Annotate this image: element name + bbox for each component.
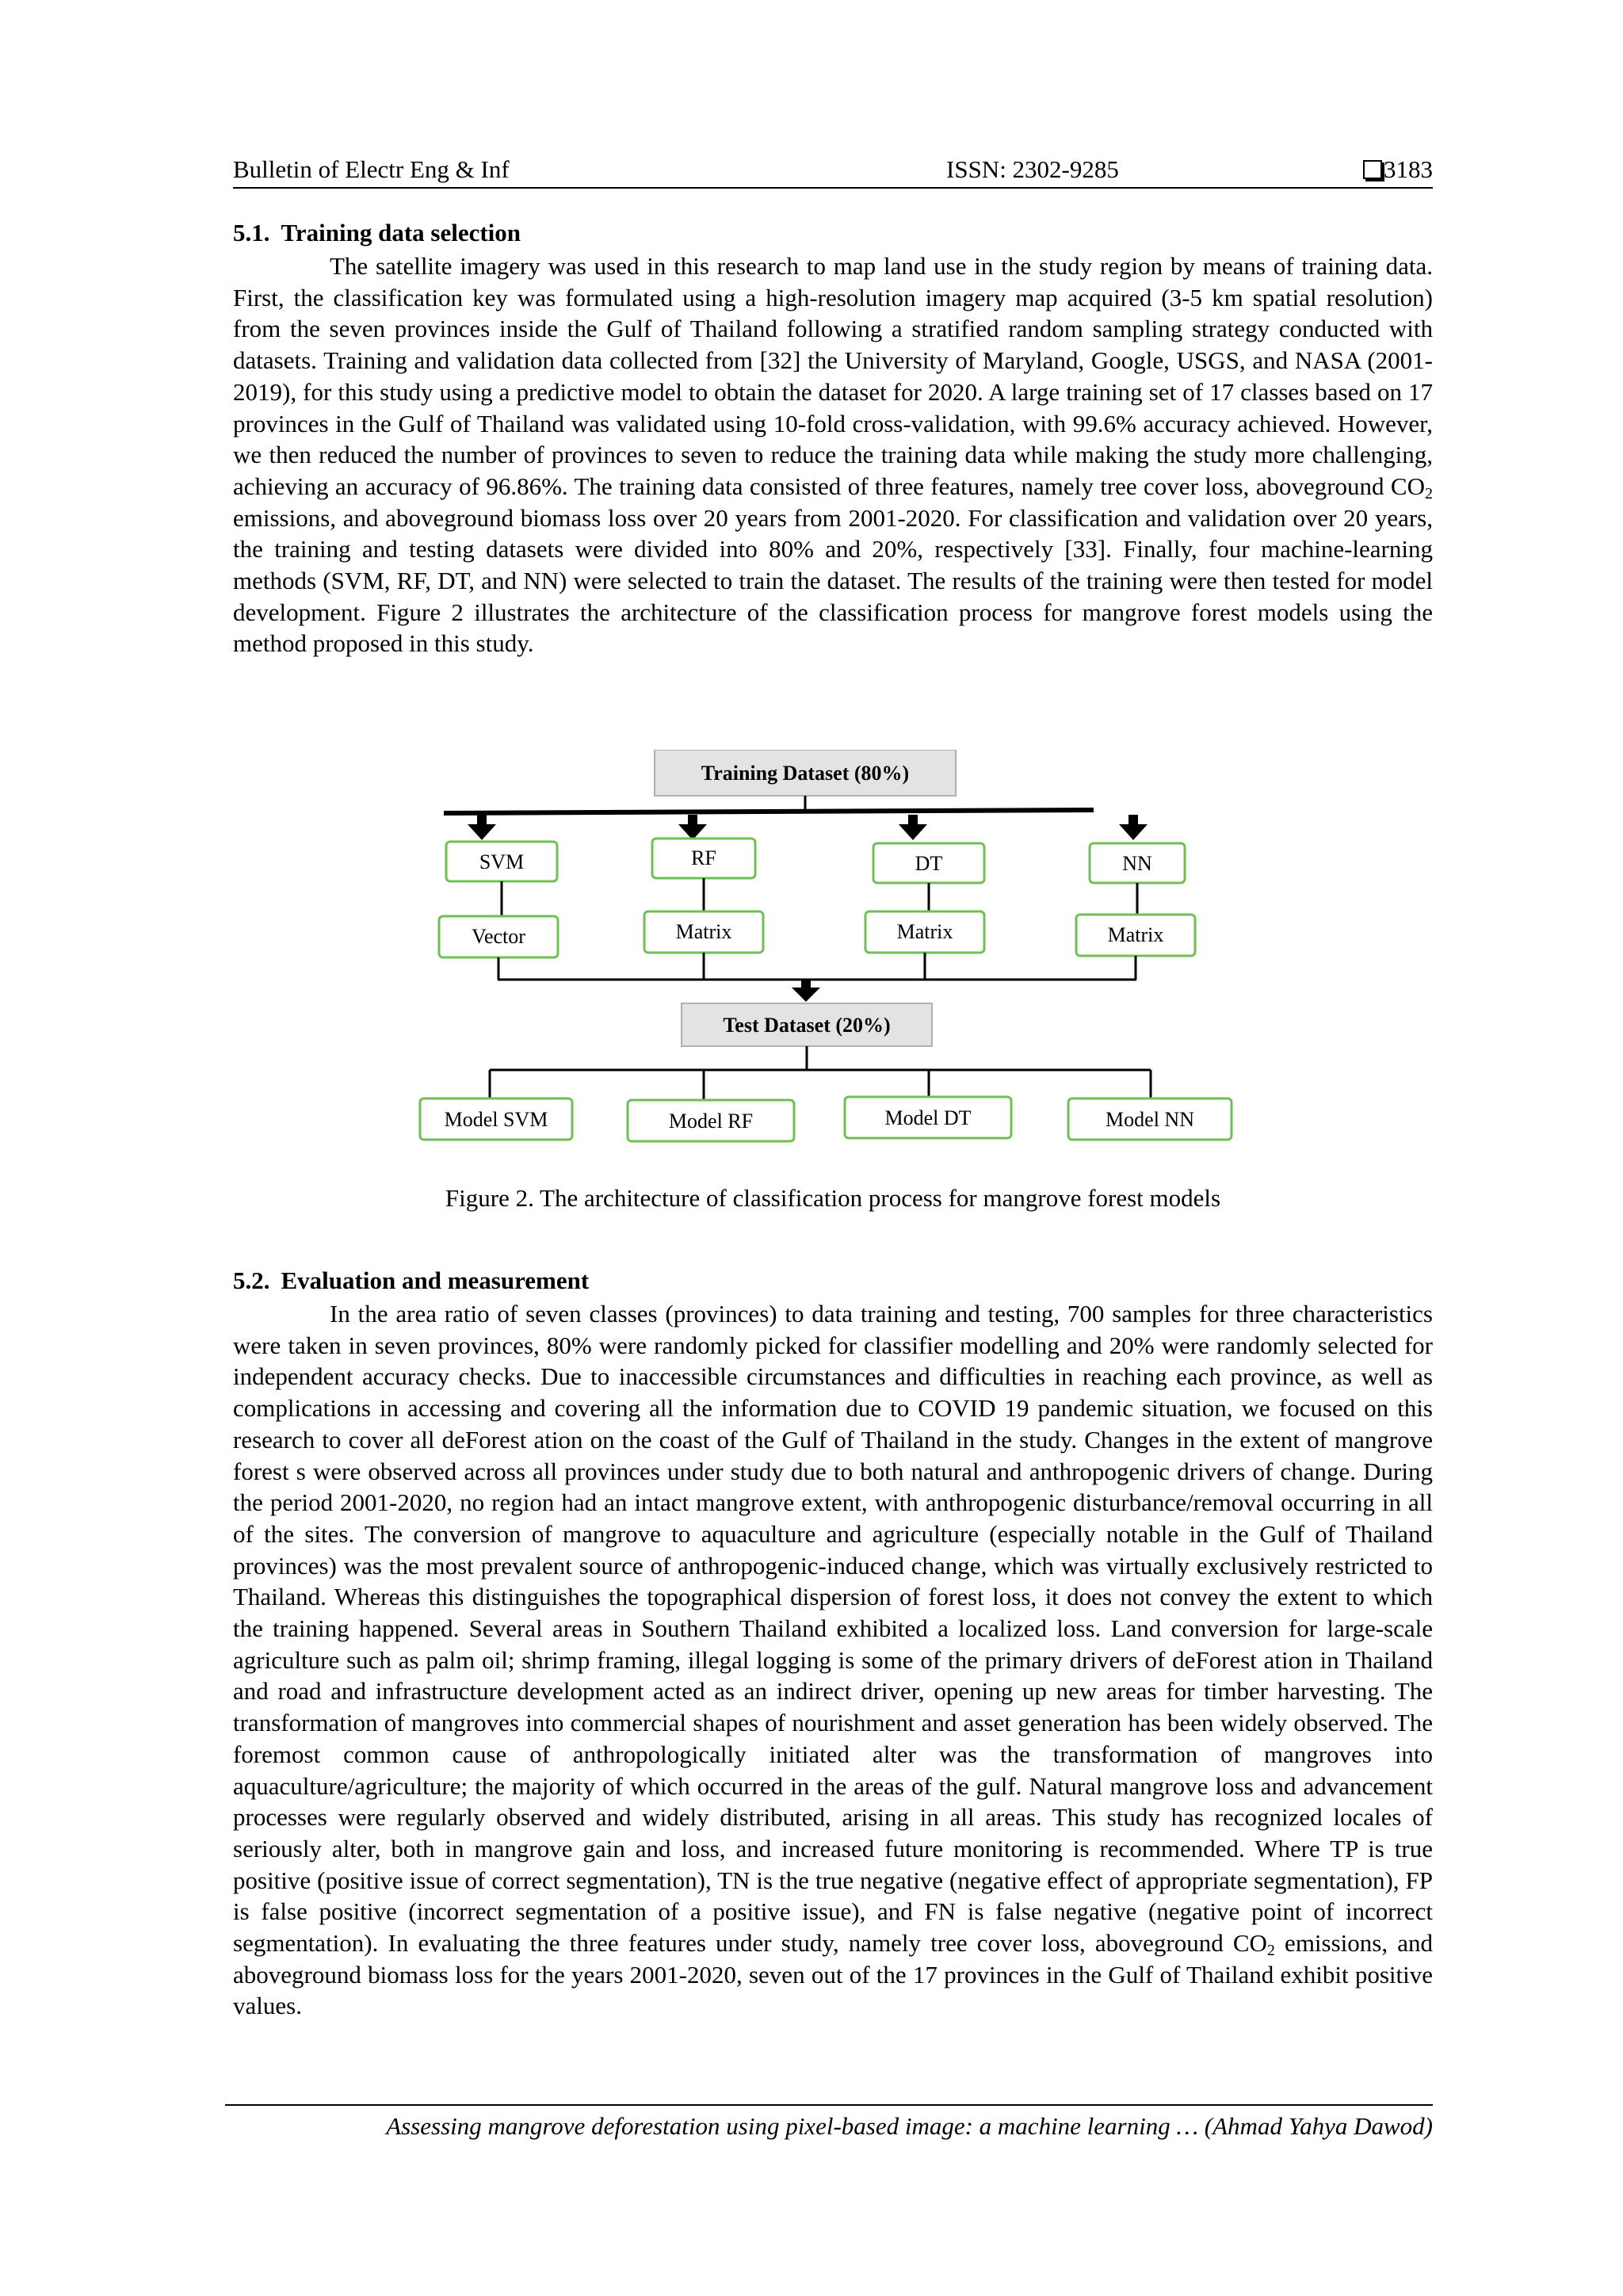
type-label: Matrix <box>675 920 732 943</box>
subscript: 2 <box>1266 1942 1275 1960</box>
section-heading-5-1 <box>233 219 521 247</box>
journal-name: Bulletin of Electr Eng & Inf <box>233 155 510 183</box>
arrow-down-icon <box>678 815 707 840</box>
arrow-down-icon <box>792 980 820 1002</box>
paragraph-text: In the area ratio of seven classes (provinces) to data training and testing, 700 samples for three characteristics were taken in seven provinces, 80% were randomly picked for classifier modelling and 20% were randomly selected for independent accuracy checks. Due to inaccessible circumstances and difficulties in reaching each province, as well as complications in accessing and covering all the information due to COVID 19 pandemic situation, we focused on this research to cover all deForest ation on the coast of the Gulf of Thailand in the study. Changes in the extent of mangrove forest s were observed across all provinces under study due to both natural and anthropogenic drivers of change. During the period 2001-2020, no region had an intact mangrove extent, with anthropogenic disturbance/removal occurring in all of the sites. The conversion of mangrove to aquaculture and agriculture (especially notable in the Gulf of Thailand provinces) was the most prevalent source of anthropogenic-induced change, which was virtually exclusively restricted to Thailand. Whereas this distinguishes the topographical dispersion of forest loss, it does not convey the extent to which the training happened. Several areas in Southern Thailand exhibited a localized loss. Land conversion for large-scale agriculture such as palm oil; shrimp framing, illegal logging is some of the primary drivers of deForest ation in Thailand and road and infrastructure development acted as an indirect driver, opening up new areas for timber harvesting. The transformation of mangroves into commercial shapes of nourishment and asset generation has been widely observed. The foremost common cause of anthropologically initiated alter was the transformation of mangroves into aquaculture/agriculture; the majority of which occurred in the areas of the gulf. Natural mangrove loss and advancement processes were regularly observed and widely distributed, arising in all areas. This study has recognized locales of seriously alter, both in mangrove gain and loss, and increased future monitoring is recommended. Where TP is true positive (positive issue of correct segmentation), TN is the true negative (negative effect of appropriate segmentation), FP is false positive (incorrect segmentation of a positive issue), and FN is false negative (negative point of incorrect segmentation). In evaluating the three features under study, namely tree cover loss, aboveground CO <box>233 1300 1433 1958</box>
model-label: Model RF <box>668 1110 754 1133</box>
test-dataset-label: Test Dataset (20%) <box>723 1014 891 1037</box>
method-label: RF <box>691 846 716 869</box>
square-bullet-icon <box>1363 160 1382 179</box>
method-label: SVM <box>479 850 525 873</box>
arrow-down-icon <box>468 815 496 840</box>
page-header <box>233 155 1433 189</box>
section-5-2-paragraph <box>233 1298 1433 2022</box>
model-label: Model DT <box>884 1106 972 1129</box>
section-number: 5.1. <box>233 219 270 246</box>
type-label: Matrix <box>1107 923 1164 946</box>
section-5-1-paragraph <box>233 250 1433 659</box>
method-label: NN <box>1122 852 1152 875</box>
model-label: Model SVM <box>444 1108 548 1131</box>
distribution-bar <box>444 810 1094 813</box>
training-dataset-label: Training Dataset (80%) <box>701 762 910 785</box>
arrow-down-icon <box>899 815 927 840</box>
model-label: Model NN <box>1106 1108 1194 1131</box>
section-number: 5.2. <box>233 1266 270 1294</box>
type-label: Matrix <box>896 920 953 943</box>
section-heading-5-2 <box>233 1266 589 1295</box>
section-title: Training data selection <box>281 219 521 246</box>
figure-2-diagram <box>412 750 1252 1162</box>
paragraph-text: The satellite imagery was used in this research to map land use in the study region by means of training data. First, the classification key was formulated using a high-resolution imagery map acquired (3-5 km spatial resolution) from the seven provinces inside the Gulf of Thailand following a stratified random sampling strategy conducted with datasets. Training and validation data collected from [32] the University of Maryland, Google, USGS, and NASA (2001-2019), for this study using a predictive model to obtain the dataset for 2020. A large training set of 17 classes based on 17 provinces in the Gulf of Thailand was validated using 10-fold cross-validation, with 99.6% accuracy achieved. However, we then reduced the number of provinces to seven to reduce the training data while making the study more challenging, achieving an accuracy of 96.86%. The training data consisted of three features, namely tree cover loss, aboveground CO <box>233 252 1433 500</box>
method-label: DT <box>915 852 943 875</box>
footer-rule <box>225 2104 1433 2106</box>
paragraph-text: emissions, and aboveground biomass loss over 20 years from 2001-2020. For classification and validation over 20 years, the training and testing datasets were divided into 80% and 20%, respectively [33]. Finally, four machine-learning methods (SVM, RF, DT, and NN) were selected to train the dataset. The results of the training were then tested for model development. Figure 2 illustrates the architecture of the classification process for mangrove forest models using the method proposed in this study. <box>233 503 1433 658</box>
section-title: Evaluation and measurement <box>281 1266 590 1294</box>
arrow-down-icon <box>1119 815 1148 840</box>
paragraph-text: emissions, and aboveground biomass loss for the years 2001-2020, seven out of the 17 provinces in the Gulf of Thailand exhibit positive values. <box>233 1929 1433 2020</box>
subscript: 2 <box>1425 484 1433 502</box>
type-label: Vector <box>472 925 525 948</box>
page-footer: Assessing mangrove deforestation using pixel-based image: a machine learning … (Ahmad Yahya Dawod) <box>386 2112 1433 2140</box>
figure-caption: Figure 2. The architecture of classification process for mangrove forest models <box>445 1184 1221 1212</box>
issn: ISSN: 2302-9285 <box>946 155 1119 183</box>
page-number-group <box>1363 155 1433 184</box>
page-number: 3183 <box>1384 155 1433 183</box>
